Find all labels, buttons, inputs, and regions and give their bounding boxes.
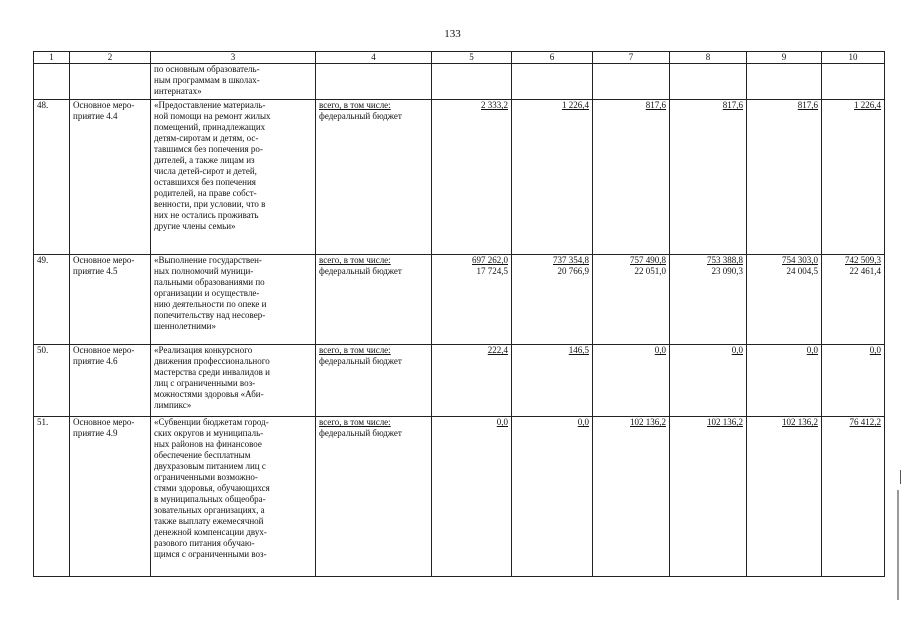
column-header: 10 (822, 52, 885, 64)
total-amount: 0,0 (577, 417, 589, 427)
total-amount: 753 388,8 (707, 255, 743, 265)
total-amount: 1 226,4 (562, 100, 589, 110)
funding-source-total: всего, в том числе: (319, 345, 391, 355)
amount-cell (593, 255, 670, 345)
federal-amount: 22 461,4 (849, 266, 881, 276)
amount-cell (822, 100, 885, 255)
amount-cell (670, 345, 747, 417)
total-amount: 697 262,0 (472, 255, 508, 265)
federal-amount: 22 051,0 (634, 266, 666, 276)
total-amount: 146,5 (568, 345, 589, 355)
measure-name: Основное меро- приятие 4.4 (70, 100, 151, 255)
amount-cell (432, 255, 512, 345)
amount-cell (432, 100, 512, 255)
budget-table (33, 51, 885, 577)
funding-source-total: всего, в том числе: (319, 255, 391, 265)
funding-source (316, 100, 432, 255)
amount-cell (747, 255, 822, 345)
total-amount: 102 136,2 (707, 417, 743, 427)
column-header: 3 (151, 52, 316, 64)
amount-cell (593, 345, 670, 417)
amount-cell (512, 100, 593, 255)
column-header: 8 (670, 52, 747, 64)
funding-source-federal: федеральный бюджет (319, 266, 402, 276)
total-amount: 817,6 (645, 100, 666, 110)
total-amount: 0,0 (806, 345, 818, 355)
measure-description: «Выполнение государствен- ных полномочий муници- пальными образованиями по организации и осуществле- нию деятельности по опеке и попечительству над несовер- шеннолетними» (151, 255, 316, 345)
total-amount: 0,0 (496, 417, 508, 427)
amount-cell (432, 345, 512, 417)
column-header: 7 (593, 52, 670, 64)
amount-cell (512, 255, 593, 345)
total-amount: 102 136,2 (782, 417, 818, 427)
scan-artifact (900, 470, 901, 484)
total-amount: 102 136,2 (630, 417, 666, 427)
amount-cell (512, 417, 593, 577)
total-amount: 817,6 (722, 100, 743, 110)
column-header-row (34, 52, 885, 64)
table-row (34, 417, 885, 577)
row-number: 49. (34, 255, 70, 345)
total-amount: 757 490,8 (630, 255, 666, 265)
total-amount: 742 509,3 (845, 255, 881, 265)
funding-source-federal: федеральный бюджет (319, 356, 402, 366)
measure-description: «Субвенции бюджетам город- ских округов и муниципаль- ных районов на финансовое обеспечение бесплатным двухразовым питанием лиц с ограниченными возможно- стями здоровья, обучающихся в муниципальных общеобра- зовательных организациях, а также выплату ежемесячной денежной компенсации двух- разового питания обучаю- щимся с ограниченными воз- (151, 417, 316, 577)
amount-cell (822, 345, 885, 417)
total-amount: 0,0 (869, 345, 881, 355)
funding-source-federal: федеральный бюджет (319, 111, 402, 121)
column-header: 2 (70, 52, 151, 64)
funding-source-total: всего, в том числе: (319, 100, 391, 110)
total-amount: 0,0 (654, 345, 666, 355)
amount-cell (822, 255, 885, 345)
row-number: 50. (34, 345, 70, 417)
federal-amount: 20 766,9 (557, 266, 589, 276)
amount-cell (512, 345, 593, 417)
measure-name: Основное меро- приятие 4.5 (70, 255, 151, 345)
federal-amount: 23 090,3 (711, 266, 743, 276)
amount-cell (593, 417, 670, 577)
amount-cell (747, 100, 822, 255)
amount-cell (747, 417, 822, 577)
row-number: 48. (34, 100, 70, 255)
column-header: 9 (747, 52, 822, 64)
funding-source-total: всего, в том числе: (319, 417, 391, 427)
column-header: 6 (512, 52, 593, 64)
total-amount: 817,6 (797, 100, 818, 110)
continuation-row (34, 64, 885, 100)
total-amount: 2 333,2 (481, 100, 508, 110)
table-row (34, 100, 885, 255)
federal-amount: 17 724,5 (476, 266, 508, 276)
measure-description: «Предоставление материаль- ной помощи на ремонт жилых помещений, принадлежащих детям-сиротам и детям, ос- тавшимся без попечения ро- дителей, а также лицам из числа детей-сирот и детей, оставшихся без попечения родителей, на праве собст- венности, при условии, что в них не остались проживать другие члены семьи» (151, 100, 316, 255)
continuation-description: по основным образователь- ным программам в школах- интернатах» (151, 64, 316, 100)
measure-description: «Реализация конкурсного движения профессионального мастерства среди инвалидов и лиц с ограниченными воз- можностями здоровья «Аби- лимпикс» (151, 345, 316, 417)
column-header: 1 (34, 52, 70, 64)
page-number: 133 (444, 28, 461, 40)
scan-artifact (897, 490, 899, 600)
table-row (34, 345, 885, 417)
measure-name: Основное меро- приятие 4.9 (70, 417, 151, 577)
total-amount: 737 354,8 (553, 255, 589, 265)
column-header: 5 (432, 52, 512, 64)
funding-source (316, 417, 432, 577)
amount-cell (670, 255, 747, 345)
amount-cell (593, 100, 670, 255)
amount-cell (670, 100, 747, 255)
measure-name: Основное меро- приятие 4.6 (70, 345, 151, 417)
column-header: 4 (316, 52, 432, 64)
amount-cell (432, 417, 512, 577)
total-amount: 754 303,0 (782, 255, 818, 265)
funding-source (316, 345, 432, 417)
row-number: 51. (34, 417, 70, 577)
table-row (34, 255, 885, 345)
amount-cell (822, 417, 885, 577)
amount-cell (670, 417, 747, 577)
federal-amount: 24 004,5 (786, 266, 818, 276)
funding-source (316, 255, 432, 345)
amount-cell (747, 345, 822, 417)
total-amount: 1 226,4 (854, 100, 881, 110)
total-amount: 0,0 (731, 345, 743, 355)
total-amount: 222,4 (487, 345, 508, 355)
funding-source-federal: федеральный бюджет (319, 428, 402, 438)
total-amount: 76 412,2 (849, 417, 881, 427)
